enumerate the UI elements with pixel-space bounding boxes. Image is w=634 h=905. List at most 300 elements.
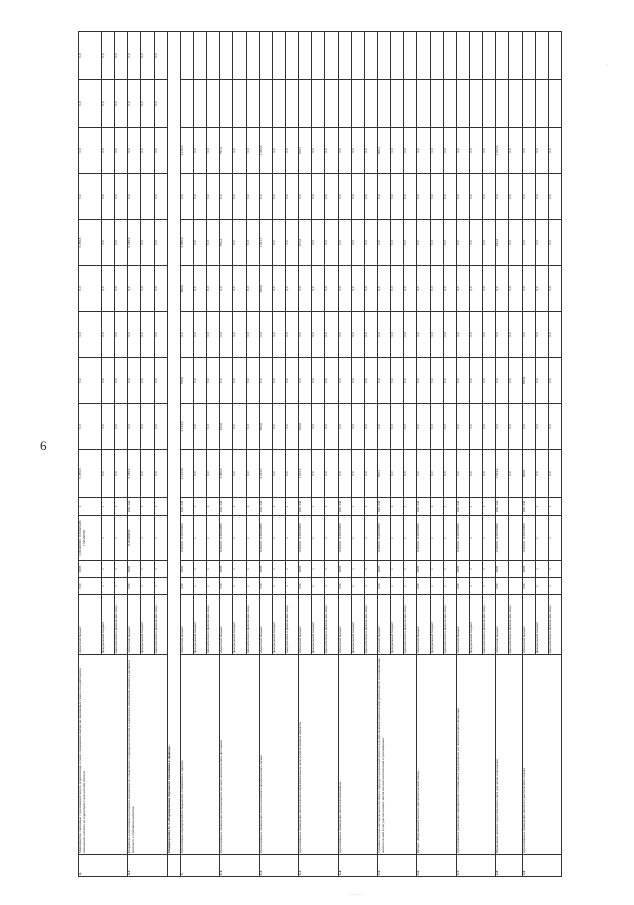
amount-year: 0,0 — [522, 312, 535, 358]
funding-source: федеральный бюджет — [272, 595, 285, 655]
amount-year: 0,0 — [154, 404, 167, 450]
code-vr: х — [272, 498, 285, 516]
amount-year: 0,0 — [312, 404, 325, 450]
scan-dots-bottom: · · · · · — [350, 892, 364, 898]
amount-total: 366,1 — [377, 450, 390, 498]
amount-year: 980,0 — [259, 404, 272, 450]
amount-year: 0,0 — [299, 174, 312, 220]
amount-year: 0,0 — [443, 404, 456, 450]
table-row — [456, 32, 469, 877]
amount-year — [141, 174, 154, 220]
row-number — [167, 855, 180, 877]
amount-total: 0,0 — [194, 450, 207, 498]
amount-year: 0,0 — [272, 312, 285, 358]
measure-title: Организация и проведение экологических образовательных экскурсий на водных объектах — [299, 655, 338, 855]
amount-year: 0,0 — [548, 404, 561, 450]
amount-total: 599,9 — [522, 450, 535, 498]
amount-year — [509, 32, 522, 80]
amount-year — [430, 80, 443, 128]
amount-total: 0,0 — [233, 450, 246, 498]
amount-year: 0,0 — [548, 220, 561, 266]
measure-title: Мероприятия, связанные с реализацией мер по ограничению и (или) сокращению выбросов парниковых газов и по адаптации к изменению климата на территории Сахалинской области — [79, 655, 128, 855]
code-vr: х — [391, 498, 404, 516]
amount-year: 0,0 — [338, 128, 351, 174]
amount-year: 0,0 — [272, 266, 285, 312]
measure-title: Создание научно-методического пособия о природе Сахалинской области для обеспечения практической деятельности по повышению экологической культуры населения, экологического воспитания и просвещения — [377, 655, 416, 855]
amount-year: 0,0 — [115, 312, 128, 358]
table-row — [79, 32, 102, 877]
row-number: 4. — [79, 855, 128, 877]
amount-year — [233, 32, 246, 80]
amount-year: 0,0 — [115, 358, 128, 404]
funding-source: юридические и физические лица — [154, 595, 167, 655]
amount-year: 0,0 — [509, 266, 522, 312]
code-grbs: х — [233, 578, 246, 595]
amount-year: 0,0 — [443, 312, 456, 358]
code-csr: х — [325, 516, 338, 561]
subprogram-title: Подпрограмма № 4 «Формирование бережного отношения к природе» — [167, 32, 180, 855]
amount-year: 0,0 — [79, 32, 102, 80]
amount-year: 0,0 — [115, 174, 128, 220]
amount-year: 0,0 — [246, 220, 259, 266]
measure-title: Проект «Передвижной эколого-просветительский поезд» — [417, 655, 456, 855]
funding-source: юридические и физические лица — [325, 595, 338, 655]
amount-year: 0,0 — [404, 174, 417, 220]
row-number: 4.1. — [128, 855, 167, 877]
row-number: 1.3. — [299, 855, 338, 877]
table-row — [128, 32, 141, 877]
amount-year: 0,0 — [194, 358, 207, 404]
code-grbs: х — [430, 578, 443, 595]
funding-source: областной бюджет — [417, 595, 430, 655]
amount-year: 0,0 — [364, 220, 377, 266]
amount-total: 0,0 — [404, 450, 417, 498]
code-csr: 1140100, 1140100990 — [522, 516, 535, 561]
code-csr: х — [548, 516, 561, 561]
amount-year: 1 021,7 — [259, 220, 272, 266]
amount-year: 0,0 — [496, 404, 509, 450]
amount-year: 0,0 — [194, 220, 207, 266]
code-csr: 1140100, 1140100990 — [496, 516, 509, 561]
amount-year: 0,0 — [128, 312, 141, 358]
amount-year: 708,1 — [299, 128, 312, 174]
amount-total: 1 654,6 — [496, 450, 509, 498]
code-csr: х — [312, 516, 325, 561]
amount-year: 675,4 — [299, 220, 312, 266]
code-rz: 0605 — [338, 561, 351, 578]
code-grbs: 030 — [456, 578, 469, 595]
code-grbs: 030 — [377, 578, 390, 595]
amount-year: 980,0 — [259, 266, 272, 312]
code-rz: х — [364, 561, 377, 578]
amount-year — [351, 32, 364, 80]
amount-year: 0,0 — [377, 266, 390, 312]
code-csr: х — [246, 516, 259, 561]
amount-year: 0,0 — [154, 220, 167, 266]
amount-total: 0,0 — [483, 450, 496, 498]
amount-year: 0,0 — [535, 128, 548, 174]
amount-year — [404, 32, 417, 80]
amount-year: 0,0 — [417, 220, 430, 266]
amount-year: 0,0 — [207, 358, 220, 404]
code-rz: х — [272, 561, 285, 578]
code-rz: 0605 — [456, 561, 469, 578]
amount-year: 0,0 — [285, 174, 298, 220]
amount-year: 0,0 — [391, 266, 404, 312]
amount-year: 0,0 — [128, 80, 141, 128]
amount-year: 0,0 — [207, 312, 220, 358]
amount-year: 0,0 — [509, 358, 522, 404]
amount-year — [285, 32, 298, 80]
code-rz: х — [483, 561, 496, 578]
code-csr: х — [285, 516, 298, 561]
amount-year: 0,0 — [79, 266, 102, 312]
code-vr: х — [154, 498, 167, 516]
row-number: 1.9. — [522, 855, 561, 877]
amount-year: 0,0 — [535, 220, 548, 266]
code-grbs: 030 — [180, 578, 193, 595]
amount-year — [220, 80, 233, 128]
code-grbs: х — [391, 578, 404, 595]
amount-year: 0,0 — [496, 266, 509, 312]
amount-total: 1 912,5 — [299, 450, 312, 498]
amount-year: 0,0 — [443, 266, 456, 312]
page-number: 6 — [40, 438, 47, 453]
amount-year: 0,0 — [272, 174, 285, 220]
amount-year: 0,0 — [417, 174, 430, 220]
amount-year: 0,0 — [272, 220, 285, 266]
code-csr: х — [233, 516, 246, 561]
code-grbs: х — [469, 578, 482, 595]
funding-source: федеральный бюджет — [233, 595, 246, 655]
amount-year — [522, 32, 535, 80]
code-grbs: х — [141, 578, 154, 595]
amount-year: 0,0 — [548, 312, 561, 358]
amount-year — [535, 80, 548, 128]
amount-year — [417, 80, 430, 128]
code-grbs: х — [325, 578, 338, 595]
amount-year: 0,0 — [430, 358, 443, 404]
amount-year: 0,0 — [509, 312, 522, 358]
amount-year — [535, 32, 548, 80]
amount-year — [259, 32, 272, 80]
amount-year: 0,0 — [522, 220, 535, 266]
code-grbs: х — [246, 578, 259, 595]
amount-year: 0,0 — [325, 312, 338, 358]
code-rz: 0605 — [79, 561, 102, 578]
amount-year — [430, 32, 443, 80]
amount-year: 0,0 — [180, 312, 193, 358]
amount-year: 0,0 — [535, 174, 548, 220]
amount-year: 0,0 — [456, 220, 469, 266]
amount-year: 0,0 — [417, 128, 430, 174]
table-row — [417, 32, 430, 877]
code-rz: х — [404, 561, 417, 578]
amount-total: 0,0 — [456, 450, 469, 498]
amount-year: 0,0 — [154, 80, 167, 128]
amount-year: 0,0 — [246, 174, 259, 220]
amount-year: 0,0 — [469, 128, 482, 174]
amount-year: 0,0 — [207, 404, 220, 450]
amount-year: 0,0 — [272, 128, 285, 174]
amount-year — [443, 80, 456, 128]
amount-year — [364, 32, 377, 80]
code-rz: х — [154, 561, 167, 578]
funding-source: областной бюджет — [220, 595, 233, 655]
amount-year: 0,0 — [207, 266, 220, 312]
amount-year: 0,0 — [102, 174, 115, 220]
code-vr: х — [469, 498, 482, 516]
amount-year: 0,0 — [154, 266, 167, 312]
amount-year: 0,0 — [194, 404, 207, 450]
funding-source: федеральный бюджет — [312, 595, 325, 655]
table-row — [496, 32, 509, 877]
code-grbs: х — [272, 578, 285, 595]
amount-year — [351, 80, 364, 128]
amount-year: 0,0 — [312, 358, 325, 404]
funding-source: областной бюджет — [456, 595, 469, 655]
funding-source: областной бюджет — [338, 595, 351, 655]
code-csr: 1140100, 1140100990 — [456, 516, 469, 561]
amount-year: 0,0 — [417, 404, 430, 450]
amount-year — [404, 80, 417, 128]
code-grbs — [509, 578, 522, 595]
budget-table — [78, 31, 562, 877]
amount-year — [548, 80, 561, 128]
amount-year: 0,0 — [483, 266, 496, 312]
amount-year: 0,0 — [115, 128, 128, 174]
amount-year — [417, 32, 430, 80]
amount-year: 2 134,0 — [180, 404, 193, 450]
amount-year: 0,0 — [79, 128, 102, 174]
amount-year — [377, 80, 390, 128]
amount-year: 0,0 — [233, 404, 246, 450]
amount-year: 0,0 — [377, 220, 390, 266]
amount-year: 0,0 — [154, 312, 167, 358]
amount-year: 0,0 — [338, 404, 351, 450]
code-vr: 240, 244 — [220, 498, 233, 516]
amount-year — [233, 80, 246, 128]
code-rz — [509, 561, 522, 578]
amount-year: 0,0 — [483, 312, 496, 358]
code-csr: х — [535, 516, 548, 561]
code-vr: 240, 244 — [522, 498, 535, 516]
amount-total: 0,0 — [391, 450, 404, 498]
amount-year — [483, 32, 496, 80]
code-vr: х — [141, 498, 154, 516]
amount-year — [456, 32, 469, 80]
measure-title: Разработка и реализация программ и концепции по управлению углеродным балансом и адаптации к изменению климата в регионе в контексте устойчивого развития — [128, 655, 167, 855]
amount-year: 0,0 — [194, 174, 207, 220]
amount-year: 366,1 — [377, 128, 390, 174]
amount-year: 0,0 — [312, 312, 325, 358]
amount-year: 0,0 — [141, 312, 154, 358]
amount-year — [220, 32, 233, 80]
amount-year: 0,0 — [391, 220, 404, 266]
funding-source: федеральный бюджет — [141, 595, 154, 655]
amount-year: 0,0 — [102, 220, 115, 266]
table-row — [220, 32, 233, 877]
table-row — [180, 32, 193, 877]
amount-year: 0,0 — [404, 220, 417, 266]
scan-dots-side: · — [607, 62, 609, 68]
code-grbs: х — [194, 578, 207, 595]
amount-year: 0,0 — [285, 358, 298, 404]
code-vr: 240, 244 — [456, 498, 469, 516]
amount-year: 0,0 — [509, 404, 522, 450]
amount-year: 0,0 — [548, 266, 561, 312]
amount-year: 0,0 — [404, 404, 417, 450]
table-row — [338, 32, 351, 877]
code-rz: х — [207, 561, 220, 578]
amount-year — [207, 32, 220, 80]
amount-year: 0,0 — [312, 266, 325, 312]
code-grbs: х — [102, 578, 115, 595]
amount-year: 0,0 — [154, 358, 167, 404]
funding-source: юридические и физические лица — [548, 595, 561, 655]
amount-year: 0,0 — [443, 128, 456, 174]
amount-year: 0,0 — [325, 404, 338, 450]
code-grbs: х — [535, 578, 548, 595]
amount-year: 0,0 — [102, 404, 115, 450]
amount-total: 0,0 — [469, 450, 482, 498]
amount-year: 0,0 — [548, 128, 561, 174]
amount-year: 0,0 — [233, 174, 246, 220]
code-vr: 240, 244 — [299, 498, 312, 516]
amount-year: 0,0 — [377, 404, 390, 450]
code-rz: х — [141, 561, 154, 578]
amount-year: 0,0 — [79, 80, 102, 128]
code-rz: х — [285, 561, 298, 578]
code-csr: х — [154, 516, 167, 561]
amount-total: 2 066,6 — [220, 450, 233, 498]
amount-total: 0,0 — [115, 450, 128, 498]
amount-year: 0,0 — [377, 358, 390, 404]
amount-year — [312, 32, 325, 80]
amount-year: 0,0 — [299, 312, 312, 358]
amount-year: 2 989,8 — [180, 220, 193, 266]
code-vr: х — [535, 498, 548, 516]
amount-year: 0,0 — [377, 312, 390, 358]
amount-year: 0,0 — [141, 358, 154, 404]
amount-year: 0,0 — [391, 128, 404, 174]
amount-year: 0,0 — [443, 220, 456, 266]
subprogram-row — [167, 32, 180, 877]
amount-year: 0,0 — [351, 404, 364, 450]
funding-source: юридические и физические лица — [115, 595, 128, 655]
row-number: 1.4. — [338, 855, 377, 877]
amount-total: 0,0 — [207, 450, 220, 498]
amount-year — [509, 80, 522, 128]
funding-source: областной бюджет — [496, 595, 509, 655]
code-grbs: х — [404, 578, 417, 595]
amount-year: 0,0 — [443, 174, 456, 220]
code-vr: х — [115, 498, 128, 516]
amount-year — [312, 80, 325, 128]
code-vr: х — [404, 498, 417, 516]
funding-source: юридические и физические лица — [246, 595, 259, 655]
code-csr: 1140100, 1140100990 — [220, 516, 233, 561]
amount-year: 0,0 — [246, 128, 259, 174]
amount-year: 4 120,3 — [180, 128, 193, 174]
amount-total: 0,0 — [154, 450, 167, 498]
amount-year: 0,0 — [496, 312, 509, 358]
amount-year: 0,0 — [246, 404, 259, 450]
amount-year: 0,0 — [509, 174, 522, 220]
code-grbs: 030 — [417, 578, 430, 595]
code-grbs: х — [443, 578, 456, 595]
code-csr: х — [404, 516, 417, 561]
code-vr: х — [325, 498, 338, 516]
code-csr: х — [469, 516, 482, 561]
amount-year: 0,0 — [456, 312, 469, 358]
amount-year: 0,0 — [469, 404, 482, 450]
amount-year: 0,0 — [430, 174, 443, 220]
code-vr: х — [246, 498, 259, 516]
amount-total: 6 259,6 — [79, 450, 102, 498]
code-vr: х — [79, 498, 102, 516]
amount-total: 0,0 — [102, 450, 115, 498]
code-grbs: 030 — [338, 578, 351, 595]
code-grbs: х — [207, 578, 220, 595]
amount-year: 0,0 — [338, 312, 351, 358]
amount-total: 0,0 — [272, 450, 285, 498]
amount-year: 650,4 — [220, 220, 233, 266]
amount-year: 0,0 — [233, 312, 246, 358]
code-grbs: 030 — [220, 578, 233, 595]
amount-year: 0,0 — [469, 358, 482, 404]
amount-year: 0,0 — [194, 128, 207, 174]
funding-source: областной бюджет — [79, 595, 102, 655]
funding-source: юридические и физические лица — [285, 595, 298, 655]
code-csr: 1140100, 1140100990 — [377, 516, 390, 561]
amount-year: 0,0 — [351, 312, 364, 358]
amount-year — [207, 80, 220, 128]
amount-year: 0,0 — [351, 174, 364, 220]
amount-year: 0,0 — [194, 312, 207, 358]
amount-year: 0,0 — [364, 404, 377, 450]
amount-year: 6 259,6 — [128, 220, 141, 266]
amount-year: 0,0 — [141, 80, 154, 128]
amount-year: 788,9 — [180, 358, 193, 404]
code-rz: х — [351, 561, 364, 578]
amount-year: 0,0 — [430, 312, 443, 358]
code-grbs: х — [285, 578, 298, 595]
funding-source: федеральный бюджет — [535, 595, 548, 655]
amount-year: 0,0 — [456, 358, 469, 404]
amount-year: 0,0 — [128, 266, 141, 312]
code-rz: х — [430, 561, 443, 578]
code-rz: х — [535, 561, 548, 578]
amount-year: 0,0 — [377, 174, 390, 220]
amount-year — [325, 80, 338, 128]
amount-year: 0,0 — [535, 404, 548, 450]
amount-year: 0,0 — [115, 266, 128, 312]
amount-year — [522, 80, 535, 128]
amount-year: 0,0 — [496, 358, 509, 404]
code-vr: 240, 244 — [259, 498, 272, 516]
code-grbs: 030 — [496, 578, 509, 595]
amount-year: 0,0 — [325, 128, 338, 174]
code-csr: х — [207, 516, 220, 561]
amount-year: 0,0 — [233, 358, 246, 404]
code-rz: 0605 — [417, 561, 430, 578]
amount-year: 0,0 — [417, 266, 430, 312]
amount-year: 0,0 — [207, 174, 220, 220]
amount-year — [548, 32, 561, 80]
code-csr: х — [272, 516, 285, 561]
code-vr: х — [548, 498, 561, 516]
